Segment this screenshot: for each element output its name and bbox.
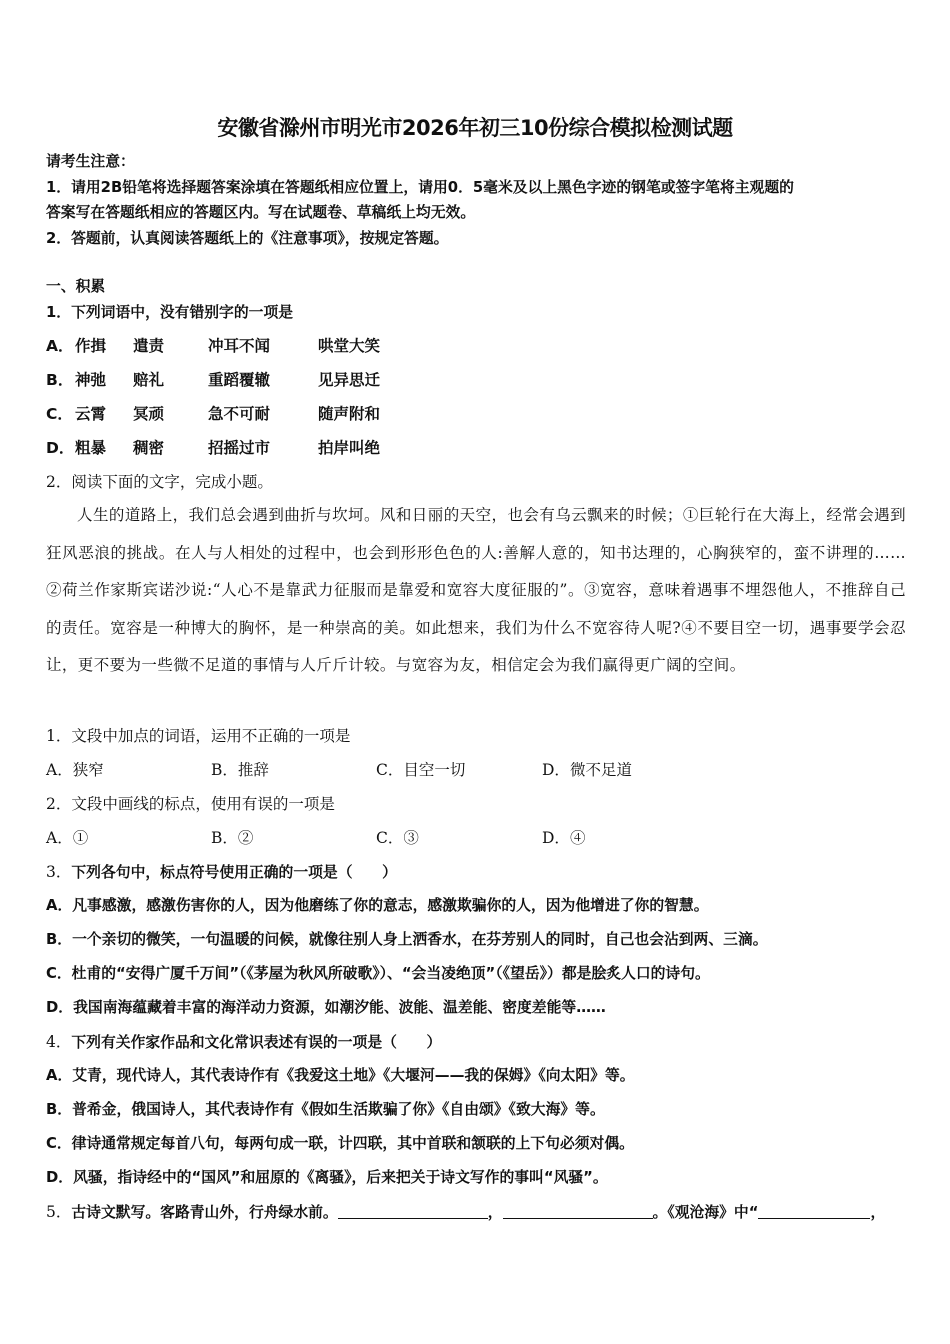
q2-sub2-option-d: D．④ bbox=[542, 829, 586, 847]
q3-option-a: A．凡事感激，感激伤害你的人，因为他磨练了你的意志，感激欺骗你的人，因为他增进了你的智慧。 bbox=[46, 897, 709, 914]
q1-option-a-word-4: 哄堂大笑 bbox=[318, 337, 381, 355]
question-1-stem: 1．下列词语中，没有错别字的一项是 bbox=[46, 304, 294, 321]
page-title: 安徽省滁州市明光市2026年初三10份综合模拟检测试题 bbox=[217, 116, 733, 140]
q3-option-d: D．我国南海蕴藏着丰富的海洋动力资源，如潮汐能、波能、温差能、密度差能等…… bbox=[46, 999, 606, 1016]
q1-option-d-word-2: 稠密 bbox=[133, 439, 165, 457]
answer-blank-1[interactable] bbox=[338, 1202, 488, 1219]
q3-option-c: C．杜甫的“安得广厦千万间”（《茅屋为秋风所破歌》）、“会当凌绝顶”（《望岳》）都是脍炙人口的诗句。 bbox=[46, 965, 710, 982]
q4-option-a: A．艾青，现代诗人，其代表诗作有《我爱这土地》《大堰河——我的保姆》《向太阳》等。 bbox=[46, 1067, 635, 1084]
q1-option-c-word-1: 云霄 bbox=[75, 405, 107, 423]
q1-option-d-word-4: 拍岸叫绝 bbox=[318, 439, 381, 457]
q1-option-d-word-1: 粗暴 bbox=[75, 439, 107, 457]
q2-sub2-option-b: B．② bbox=[211, 829, 254, 847]
q1-option-b-word-4: 见异思迁 bbox=[318, 371, 381, 389]
q4-option-c: C．律诗通常规定每首八句，每两句成一联，计四联，其中首联和颔联的上下句必须对偶。 bbox=[46, 1135, 634, 1152]
q2-sub1-stem: 1．文段中加点的词语，运用不正确的一项是 bbox=[46, 727, 351, 745]
notice-item-2: 2．答题前，认真阅读答题纸上的《注意事项》，按规定答题。 bbox=[46, 230, 449, 247]
q2-sub1-option-c: C．目空一切 bbox=[376, 761, 466, 779]
q1-option-b-word-3: 重蹈覆辙 bbox=[208, 371, 271, 389]
q3-option-b: B．一个亲切的微笑，一句温暖的问候，就像往别人身上洒香水，在芬芳别人的同时，自己也会沾到两、三滴。 bbox=[46, 931, 768, 948]
q1-option-d-label: D． bbox=[46, 439, 75, 457]
q2-sub2-option-a: A．① bbox=[46, 829, 89, 847]
q4-option-b: B．普希金，俄国诗人，其代表诗作有《假如生活欺骗了你》《自由颂》《致大海》等。 bbox=[46, 1101, 605, 1118]
q2-sub2-option-c: C．③ bbox=[376, 829, 419, 847]
notice-heading: 请考生注意： bbox=[46, 153, 135, 170]
q2-sub2-stem: 2．文段中画线的标点，使用有误的一项是 bbox=[46, 795, 335, 813]
answer-blank-3[interactable] bbox=[758, 1202, 870, 1219]
q1-option-b-word-1: 神弛 bbox=[75, 371, 107, 389]
q1-option-c-word-2: 冥顽 bbox=[133, 405, 165, 423]
q1-option-c-label: C． bbox=[46, 405, 73, 423]
q1-option-d-word-3: 招摇过市 bbox=[208, 439, 271, 457]
notice-item-1a: 1．请用2B铅笔将选择题答案涂填在答题纸相应位置上，请用0．5毫米及以上黑色字迹的钢笔或签字笔将主观题的 bbox=[46, 179, 794, 196]
notice-item-1b: 答案写在答题纸相应的答题区内。写在试题卷、草稿纸上均无效。 bbox=[46, 204, 476, 221]
question-5: 5．古诗文默写。客路青山外，行舟绿水前。 ， 。《观沧海》中“ ， bbox=[46, 1203, 886, 1221]
q1-option-a-label: A． bbox=[46, 337, 74, 355]
reading-passage: 人生的道路上，我们总会遇到曲折与坎坷。风和日丽的天空，也会有乌云飘来的时候；①巨轮行在大海上，经常会遇到狂风恶浪的挑战。在人与人相处的过程中，也会到形形色色的人:善解人意的，知书达理的，心胸狭窄的，蛮不讲理的……②荷兰作家斯宾诺沙说:“人心不是靠武力征服而是靠爱和宽容大度征服的”。③宽容，意味着遇事不埋怨他人，不推辞自己的责任。宽容是一种博大的胸怀，是一种崇高的美。如此想来，我们为什么不宽容待人呢?④不要目空一切，遇事要学会忍让，更不要为一些微不足道的事情与人斤斤计较。与宽容为友，相信定会为我们赢得更广阔的空间。 bbox=[46, 506, 906, 675]
question-2-stem: 2．阅读下面的文字，完成小题。 bbox=[46, 473, 273, 491]
q1-option-b-label: B． bbox=[46, 371, 74, 389]
q4-option-d: D．风骚，指诗经中的“国风”和屈原的《离骚》，后来把关于诗文写作的事叫“风骚”。 bbox=[46, 1169, 608, 1186]
q1-option-a-word-1: 作揖 bbox=[75, 337, 107, 355]
question-3-stem: 3．下列各句中，标点符号使用正确的一项是（ ） bbox=[46, 863, 397, 881]
q2-sub1-option-d: D．微不足道 bbox=[542, 761, 632, 779]
answer-blank-2[interactable] bbox=[503, 1202, 653, 1219]
q2-sub1-option-b: B．推辞 bbox=[211, 761, 269, 779]
q1-option-a-word-2: 遣责 bbox=[133, 337, 165, 355]
q1-option-c-word-4: 随声附和 bbox=[318, 405, 381, 423]
q1-option-b-word-2: 赔礼 bbox=[133, 371, 165, 389]
section-heading: 一、积累 bbox=[46, 278, 106, 295]
q2-sub1-option-a: A．狭窄 bbox=[46, 761, 104, 779]
question-4-stem: 4．下列有关作家作品和文化常识表述有误的一项是（ ） bbox=[46, 1033, 442, 1051]
q1-option-a-word-3: 冲耳不闻 bbox=[208, 337, 271, 355]
q1-option-c-word-3: 急不可耐 bbox=[208, 405, 271, 423]
